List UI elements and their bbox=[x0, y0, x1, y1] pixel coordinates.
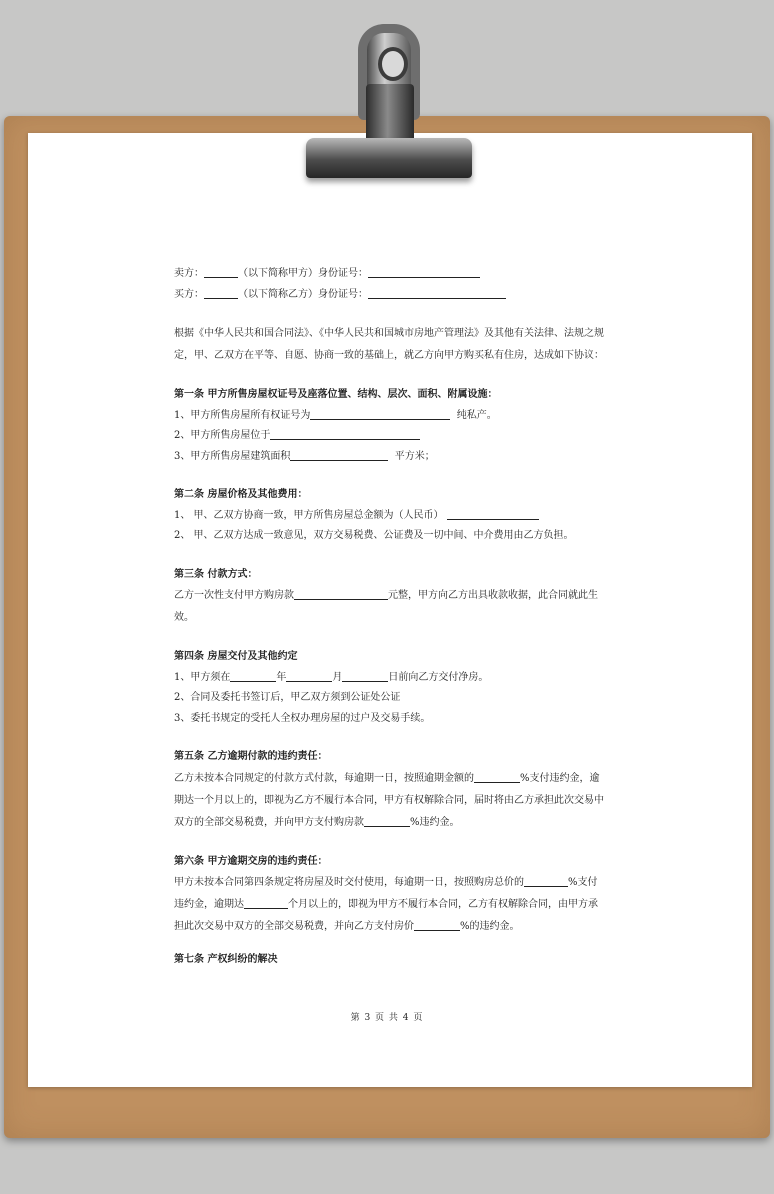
article6-text-d: %的违约金。 bbox=[460, 921, 520, 932]
article1-item1-suffix: 纯私产。 bbox=[456, 409, 497, 421]
article1-item3-suffix: 平方米； bbox=[394, 450, 435, 462]
buyer-name-blank bbox=[204, 286, 238, 299]
article4-year: 年 bbox=[276, 671, 287, 683]
article5-text-c: %违约金。 bbox=[410, 816, 460, 828]
preamble: 根据《中华人民共和国合同法》、《中华人民共和国城市房地产管理法》及其他有关法律、法规之规定，甲、乙双方在平等、自愿、协商一致的基础上，就乙方向甲方购买私有住房，达成如下协议： bbox=[174, 328, 604, 361]
location-blank bbox=[270, 427, 420, 440]
article2-item2: 2、 甲、乙双方达成一致意见，双方交易税费、公证费及一切中间、中介费用由乙方负担。 bbox=[174, 530, 574, 541]
seller-name-blank bbox=[204, 265, 238, 278]
binder-clip bbox=[296, 24, 480, 182]
payment-blank bbox=[294, 587, 388, 600]
seller-label: 卖方： bbox=[174, 268, 204, 279]
late-payment-rate-blank bbox=[474, 770, 520, 783]
article1-title: 第一条 甲方所售房屋权证号及座落位置、结构、层次、面积、附属设施： bbox=[174, 389, 498, 400]
article1-item1 bbox=[174, 406, 604, 427]
buyer-line bbox=[174, 285, 604, 306]
article5-text bbox=[174, 768, 604, 834]
article4-item3: 3、委托书规定的受托人全权办理房屋的过户及交易手续。 bbox=[174, 712, 431, 724]
article4-item1 bbox=[174, 668, 604, 689]
year-blank bbox=[230, 669, 276, 682]
clip-body bbox=[366, 84, 414, 146]
article3-text-a: 乙方一次性支付甲方购房款 bbox=[174, 590, 294, 601]
article4-item1-d: 日前向乙方交付净房。 bbox=[388, 671, 489, 683]
article3-text-b: 元整，甲方向乙方出具收款收据，此合同就此生效。 bbox=[174, 590, 598, 623]
page-number: 第 3 页 共 4 页 bbox=[350, 1013, 424, 1023]
months-blank bbox=[244, 896, 288, 909]
day-blank bbox=[342, 669, 388, 682]
buyer-note: （以下简称乙方）身份证号： bbox=[238, 288, 368, 300]
seller-note: （以下简称甲方）身份证号： bbox=[238, 268, 368, 279]
penalty-rate-blank bbox=[364, 814, 410, 827]
buyer-label: 买方： bbox=[174, 288, 204, 300]
article2-item1-text: 1、 甲、乙双方协商一致，甲方所售房屋总金额为（人民币） bbox=[174, 509, 444, 521]
certificate-number-blank bbox=[310, 407, 450, 420]
article6-text bbox=[174, 872, 604, 938]
article5-text-b: %支付违约金，逾期达一个月以上的，即视为乙方不履行本合同，甲方有权解除合同，届时将由乙方承担此次交易中双方的全部交易税费，并向甲方支付购房款 bbox=[174, 772, 604, 828]
article4-month: 月 bbox=[332, 671, 343, 683]
article6-text-c: 个月以上的，即视为甲方不履行本合同，乙方有权解除合同，由甲方承担此次交易中双方的全部交易税费，并向乙方支付房价 bbox=[174, 899, 598, 932]
late-delivery-rate-blank bbox=[524, 874, 568, 887]
article5-title: 第五条 乙方逾期付款的违约责任： bbox=[174, 751, 328, 762]
article3-title: 第三条 付款方式： bbox=[174, 568, 258, 580]
article2-item1 bbox=[174, 506, 604, 527]
article1-item1-text: 1、甲方所售房屋所有权证号为 bbox=[174, 409, 311, 421]
article4-item1-a: 1、甲方须在 bbox=[174, 671, 231, 683]
area-blank bbox=[290, 448, 388, 461]
clip-base bbox=[306, 138, 472, 178]
article1-item3-text: 3、甲方所售房屋建筑面积 bbox=[174, 450, 291, 462]
article7-title: 第七条 产权纠纷的解决 bbox=[174, 954, 278, 965]
article1-item3 bbox=[174, 447, 604, 468]
clip-hole bbox=[378, 47, 408, 81]
refund-rate-blank bbox=[414, 918, 460, 931]
article4-title: 第四条 房屋交付及其他约定 bbox=[174, 651, 298, 662]
seller-line bbox=[174, 264, 604, 285]
article6-text-b: %支付违约金，逾期达 bbox=[174, 877, 598, 910]
article2-title: 第二条 房屋价格及其他费用： bbox=[174, 489, 308, 500]
price-blank bbox=[447, 507, 539, 520]
seller-id-blank bbox=[368, 265, 480, 278]
article1-item2 bbox=[174, 426, 604, 447]
article5-text-a: 乙方未按本合同规定的付款方式付款，每逾期一日，按照逾期金额的 bbox=[174, 772, 474, 784]
article3-text bbox=[174, 585, 604, 629]
article6-title: 第六条 甲方逾期交房的违约责任： bbox=[174, 855, 328, 867]
month-blank bbox=[286, 669, 332, 682]
article1-item2-text: 2、甲方所售房屋位于 bbox=[174, 430, 271, 441]
buyer-id-blank bbox=[368, 286, 506, 299]
article4-item2: 2、合同及委托书签订后，甲乙双方须到公证处公证 bbox=[174, 692, 401, 703]
article6-text-a: 甲方未按本合同第四条规定将房屋及时交付使用，每逾期一日，按照购房总价的 bbox=[174, 877, 524, 888]
contract-text bbox=[174, 264, 604, 971]
